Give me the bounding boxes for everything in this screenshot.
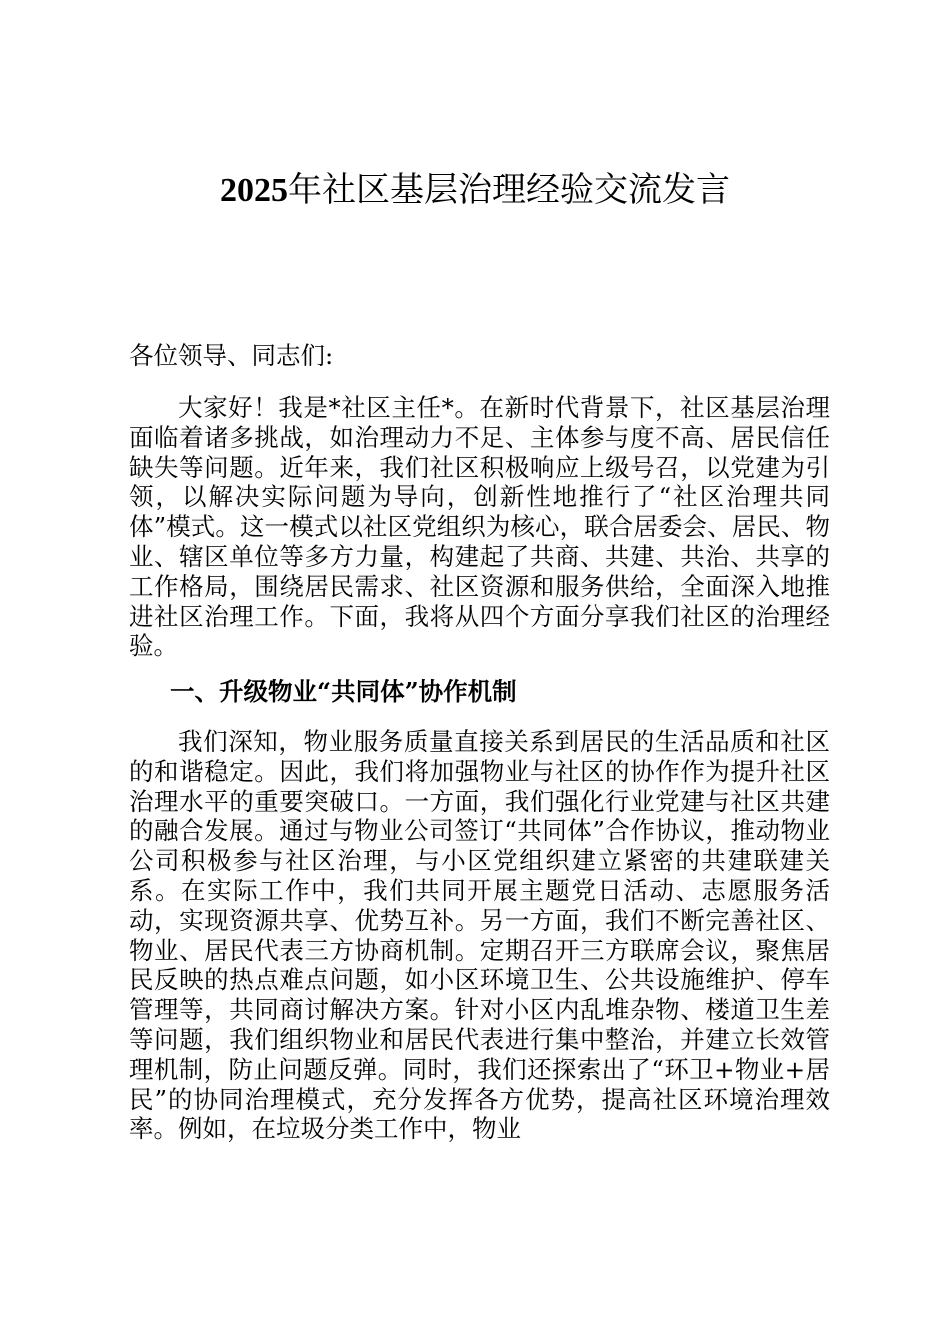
salutation: 各位领导、同志们: bbox=[129, 341, 334, 370]
document-title bbox=[0, 168, 950, 213]
title-text: 年社区基层治理经验交流发言 bbox=[288, 170, 730, 210]
paragraph-section-1: 我们深知，物业服务质量直接关系到居民的生活品质和社区的和谐稳定。因此，我们将加强物业与社区的协作作为提升社区治理水平的重要突破口。一方面，我们强化行业党建与社区共建的融合发展。通过与物业公司签订“共同体”合作协议，推动物业公司积极参与社区治理，与小区党组织建立紧密的共建联建关系。在实际工作中，我们共同开展主题党日活动、志愿服务活动，实现资源共享、优势互补。另一方面，我们不断完善社区、物业、居民代表三方协商机制。定期召开三方联席会议，聚焦居民反映的热点难点问题，如小区环境卫生、公共设施维护、停车管理等，共同商讨解决方案。针对小区内乱堆杂物、楼道卫生差等问题，我们组织物业和居民代表进行集中整治，并建立长效管理机制，防止问题反弹。同时，我们还探索出了“环卫+物业+居民”的协同治理模式，充分发挥各方优势，提高社区环境治理效率。例如，在垃圾分类工作中，物业 bbox=[129, 727, 830, 1144]
paragraph-intro: 大家好！我是*社区主任*。在新时代背景下，社区基层治理面临着诸多挑战，如治理动力不足、主体参与度不高、居民信任缺失等问题。近年来，我们社区积极响应上级号召，以党建为引领，以解决实际问题为导向，创新性地推行了“社区治理共同体”模式。这一模式以社区党组织为核心，联合居委会、居民、物业、辖区单位等多方力量，构建起了共商、共建、共治、共享的工作格局，围绕居民需求、社区资源和服务供给，全面深入地推进社区治理工作。下面，我将从四个方面分享我们社区的治理经验。 bbox=[129, 393, 830, 661]
section-heading-1: 一、升级物业“共同体”协作机制 bbox=[170, 677, 517, 706]
title-year: 2025 bbox=[220, 172, 288, 209]
